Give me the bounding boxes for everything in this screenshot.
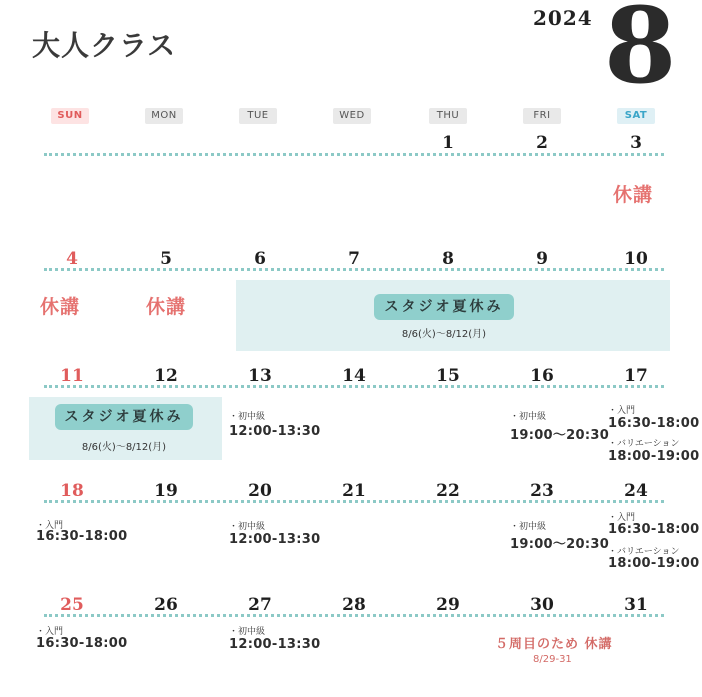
closed-label-3: 休講	[613, 184, 654, 206]
date-18: 18	[60, 481, 84, 501]
class-time: 19:00〜20:30	[510, 428, 610, 443]
class-level: ・バリエーション	[608, 547, 680, 557]
class-level: ・初中級	[229, 522, 266, 532]
year-label: 2024	[533, 6, 593, 30]
date-25: 25	[60, 595, 84, 615]
weekday-mon: MON	[145, 108, 183, 124]
class-level: ・初中級	[510, 522, 547, 532]
class-level: ・入門	[608, 513, 636, 523]
class-time: 12:00-13:30	[229, 532, 321, 547]
week-separator	[44, 268, 664, 271]
date-31: 31	[624, 595, 648, 615]
class-time: 19:00〜20:30	[510, 537, 610, 552]
date-7: 7	[348, 249, 360, 269]
summer-break-label: スタジオ夏休み	[374, 294, 514, 320]
month-number: 8	[604, 0, 677, 107]
date-21: 21	[342, 481, 366, 501]
date-23: 23	[530, 481, 554, 501]
date-6: 6	[254, 249, 266, 269]
date-26: 26	[154, 595, 178, 615]
class-time: 16:30-18:00	[608, 522, 700, 537]
date-28: 28	[342, 595, 366, 615]
class-level: ・入門	[36, 521, 64, 531]
class-time: 16:30-18:00	[36, 636, 128, 651]
anniversary-range: 8/29-31	[533, 654, 572, 665]
date-10: 10	[624, 249, 648, 269]
weekday-thu: THU	[429, 108, 467, 124]
class-time: 18:00-19:00	[608, 449, 700, 464]
date-27: 27	[248, 595, 272, 615]
date-17: 17	[624, 366, 648, 386]
date-19: 19	[154, 481, 178, 501]
date-20: 20	[248, 481, 272, 501]
date-4: 4	[66, 249, 78, 269]
class-level: ・初中級	[510, 412, 547, 422]
week-separator	[44, 153, 664, 156]
date-14: 14	[342, 366, 366, 386]
date-13: 13	[248, 366, 272, 386]
weekday-sat: SAT	[617, 108, 655, 124]
class-level: ・初中級	[229, 627, 266, 637]
week-separator	[44, 385, 664, 388]
summer-break-range: 8/6(火)〜8/12(月)	[401, 329, 487, 340]
date-22: 22	[436, 481, 460, 501]
date-12: 12	[154, 366, 178, 386]
date-15: 15	[436, 366, 460, 386]
weekday-sun: SUN	[51, 108, 89, 124]
date-29: 29	[436, 595, 460, 615]
weekday-wed: WED	[333, 108, 371, 124]
page-title: 大人クラス	[32, 29, 177, 62]
class-time: 12:00-13:30	[229, 424, 321, 439]
anniversary-closed-label: ５周目のため 休講	[495, 637, 613, 652]
date-30: 30	[530, 595, 554, 615]
class-level: ・初中級	[229, 412, 266, 422]
week-separator	[44, 500, 664, 503]
date-11: 11	[60, 366, 84, 386]
week-separator	[44, 614, 664, 617]
closed-label-4: 休講	[40, 296, 81, 318]
weekday-tue: TUE	[239, 108, 277, 124]
class-level: ・入門	[36, 627, 64, 637]
date-9: 9	[536, 249, 548, 269]
class-time: 18:00-19:00	[608, 556, 700, 571]
date-24: 24	[624, 481, 648, 501]
class-time: 16:30-18:00	[608, 416, 700, 431]
date-8: 8	[442, 249, 454, 269]
summer-break-range: 8/6(火)〜8/12(月)	[81, 442, 167, 453]
date-1: 1	[442, 133, 454, 153]
date-16: 16	[530, 366, 554, 386]
class-level: ・バリエーション	[608, 439, 680, 449]
class-time: 16:30-18:00	[36, 529, 128, 544]
date-5: 5	[160, 249, 172, 269]
date-3: 3	[630, 133, 642, 153]
summer-break-label: スタジオ夏休み	[55, 404, 193, 430]
date-2: 2	[536, 133, 548, 153]
class-time: 12:00-13:30	[229, 637, 321, 652]
weekday-fri: FRI	[523, 108, 561, 124]
class-level: ・入門	[608, 406, 636, 416]
closed-label-5: 休講	[146, 296, 187, 318]
